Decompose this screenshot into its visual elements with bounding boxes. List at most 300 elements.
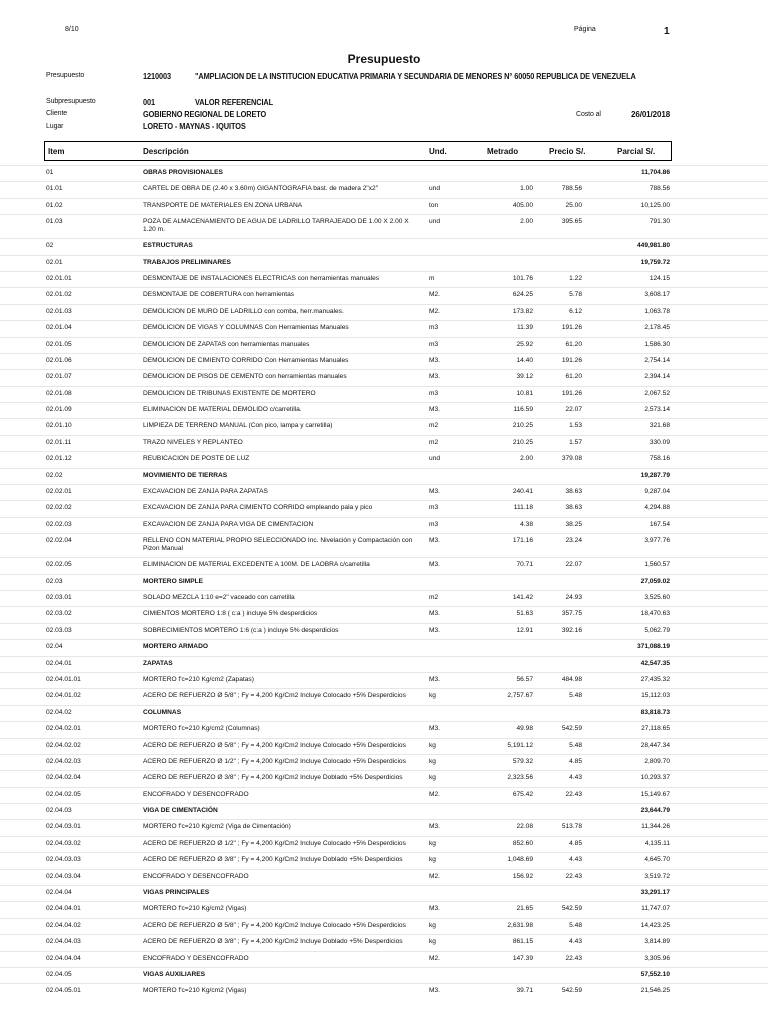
cell-description: REUBICACION DE POSTE DE LUZ (143, 455, 250, 463)
cell-metrado: 2.00 (520, 218, 533, 226)
cell-parcial: 11,747.07 (641, 905, 670, 913)
cell-item: 02.04.04.04 (46, 954, 81, 962)
cell-metrado: 852.60 (512, 839, 533, 847)
cell-parcial: 124.15 (649, 274, 670, 282)
cell-parcial: 321.68 (649, 422, 670, 430)
cell-description: ELIMINACION DE MATERIAL DEMOLIDO c/carretilla. (143, 406, 302, 414)
cell-precio: 542.59 (561, 987, 582, 995)
cell-item: 01.01 (46, 185, 63, 193)
cell-parcial: 14,423.25 (640, 921, 670, 929)
cell-item: 02.03.01 (46, 593, 72, 601)
column-header-metrado: Metrado (487, 147, 519, 156)
column-header-descripcion: Descripción (143, 147, 189, 156)
cell-parcial: 5,062.79 (644, 626, 670, 634)
cell-item: 02.04.03.04 (46, 872, 81, 880)
cell-description: EXCAVACION DE ZANJA PARA VIGA DE CIMENTACION (143, 520, 314, 528)
table-row (0, 533, 768, 557)
column-header-und: Und. (429, 147, 447, 156)
cell-metrado: 49.98 (516, 725, 533, 733)
cell-metrado: 240.41 (512, 488, 533, 496)
cell-parcial: 3,305.96 (644, 954, 670, 962)
cell-precio: 38.63 (565, 504, 582, 512)
cell-unit: kg (429, 757, 436, 765)
cell-metrado: 22.08 (516, 823, 533, 831)
table-row (0, 918, 768, 934)
table-row (0, 418, 768, 434)
subpresupuesto-code: 001 (143, 98, 156, 107)
cell-precio: 61.20 (565, 340, 582, 348)
cell-precio: 392.16 (561, 626, 582, 634)
cell-item: 02.04 (46, 643, 63, 651)
group-row (0, 656, 768, 672)
table-row (0, 754, 768, 770)
cell-unit: M2. (429, 790, 440, 798)
cell-metrado: 156.92 (512, 872, 533, 880)
cell-parcial: 11,344.26 (641, 823, 670, 831)
lugar-label: Lugar (46, 123, 64, 130)
cliente-label: Cliente (46, 110, 68, 117)
cell-description: RELLENO CON MATERIAL PROPIO SELECCIONADO Inc. Nivelación y Compactación con Pizon Manual (143, 537, 413, 553)
cell-unit: M3. (429, 987, 440, 995)
document-code: 8/10 (65, 26, 79, 33)
cell-precio: 1.53 (569, 422, 582, 430)
cell-parcial: 10,293.37 (640, 774, 670, 782)
cell-parcial: 15,112.03 (641, 692, 670, 700)
document-title: Presupuesto (347, 52, 421, 66)
cell-item: 02.01 (46, 258, 63, 266)
cell-description: DEMOLICION DE CIMIENTO CORRIDO Con Herramientas Manuales (143, 356, 349, 364)
cell-item: 02.04.02 (46, 708, 72, 716)
table-row (0, 557, 768, 573)
cell-description: VIGA DE CIMENTACIÓN (143, 807, 218, 815)
cell-item: 02.03 (46, 577, 63, 585)
cell-description: MORTERO f'c=210 Kg/cm2 (Viga de Cimentación) (143, 823, 291, 831)
cell-unit: m (429, 274, 435, 282)
costo-label: Costo al (576, 111, 601, 118)
cell-unit: kg (429, 692, 436, 700)
table-row (0, 435, 768, 451)
cell-description: EXCAVACION DE ZANJA PARA ZAPATAS (143, 488, 268, 496)
cell-item: 02.03.02 (46, 610, 72, 618)
cell-precio: 4.85 (569, 757, 582, 765)
cell-precio: 5.78 (569, 291, 582, 299)
table-row (0, 721, 768, 737)
cell-metrado: 5,191.12 (507, 741, 533, 749)
cell-precio: 22.43 (565, 872, 582, 880)
cell-metrado: 116.59 (513, 406, 533, 414)
cell-description: MORTERO f'c=210 Kg/cm2 (Columnas) (143, 725, 260, 733)
cell-item: 02.01.11 (46, 438, 72, 446)
group-row (0, 255, 768, 271)
cell-parcial: 1,063.78 (644, 307, 670, 315)
table-row (0, 402, 768, 418)
cell-description: ESTRUCTURAS (143, 242, 193, 250)
cell-item: 02.04.02.03 (46, 757, 81, 765)
subpresupuesto-description: VALOR REFERENCIAL (195, 98, 274, 107)
table-row (0, 672, 768, 688)
cell-metrado: 11.39 (516, 324, 533, 332)
table-row (0, 951, 768, 967)
cell-parcial: 19,287.79 (640, 471, 670, 479)
cell-description: ACERO DE REFUERZO Ø 1/2" ; Fy = 4,200 Kg/Cm2 Incluye Colocado +5% Desperdicios (143, 839, 406, 847)
cell-precio: 22.43 (565, 790, 582, 798)
cell-description: ACERO DE REFUERZO Ø 1/2" ; Fy = 4,200 Kg/Cm2 Incluye Colocado +5% Desperdicios (143, 757, 406, 765)
cell-description: EXCAVACION DE ZANJA PARA CIMIENTO CORRIDO empleando pala y pico (143, 504, 373, 512)
cell-parcial: 3,977.76 (644, 537, 670, 545)
cell-metrado: 147.39 (512, 954, 533, 962)
table-row (0, 271, 768, 287)
cell-metrado: 171.16 (512, 537, 533, 545)
cell-precio: 6.12 (569, 307, 582, 315)
cell-item: 02.04.02.01 (46, 725, 81, 733)
cell-description: MOVIMIENTO DE TIERRAS (143, 471, 228, 479)
cell-precio: 788.56 (561, 185, 582, 193)
cell-unit: m3 (429, 504, 439, 512)
cell-parcial: 33,291.17 (640, 889, 670, 897)
table-row (0, 517, 768, 533)
table-row (0, 198, 768, 214)
cell-metrado: 4.38 (520, 520, 533, 528)
costo-date: 26/01/2018 (631, 110, 671, 119)
cell-parcial: 449,981.80 (636, 242, 670, 250)
cell-description: TRANSPORTE DE MATERIALES EN ZONA URBANA (143, 201, 303, 209)
cell-precio: 484.98 (561, 675, 582, 683)
cell-unit: kg (429, 921, 436, 929)
cell-parcial: 788.56 (649, 185, 670, 193)
cell-metrado: 56.57 (516, 675, 533, 683)
table-row (0, 500, 768, 516)
cell-unit: M3. (429, 675, 440, 683)
group-row (0, 705, 768, 721)
cell-description: ENCOFRADO Y DESENCOFRADO (143, 872, 249, 880)
cell-parcial: 2,067.52 (644, 389, 670, 397)
cell-metrado: 624.25 (512, 291, 533, 299)
cell-unit: M3. (429, 373, 440, 381)
table-row (0, 181, 768, 197)
cell-unit: M3. (429, 561, 440, 569)
cell-parcial: 27,059.02 (640, 577, 670, 585)
cell-parcial: 3,608.17 (644, 291, 670, 299)
cell-item: 02.01.03 (46, 307, 72, 315)
cell-item: 02.01.10 (46, 422, 72, 430)
cell-description: ACERO DE REFUERZO Ø 5/8" ; Fy = 4,200 Kg/Cm2 Incluye Colocado +5% Desperdicios (143, 921, 406, 929)
cell-parcial: 758.16 (649, 455, 670, 463)
table-row (0, 983, 768, 999)
cell-precio: 5.48 (569, 921, 582, 929)
cell-item: 02.01.08 (46, 389, 72, 397)
cell-description: VIGAS PRINCIPALES (143, 889, 210, 897)
cell-description: DEMOLICION DE PISOS DE CEMENTO con herramientas manuales (143, 373, 347, 381)
cell-item: 02.03.03 (46, 626, 72, 634)
cell-item: 02.01.01 (46, 274, 72, 282)
group-row (0, 238, 768, 254)
cell-unit: m2 (429, 593, 439, 601)
table-row (0, 320, 768, 336)
cell-metrado: 25.92 (516, 340, 533, 348)
cell-item: 02.02.01 (46, 488, 72, 496)
cell-parcial: 18,470.63 (640, 610, 670, 618)
table-row (0, 901, 768, 917)
cell-description: ACERO DE REFUERZO Ø 3/8" ; Fy = 4,200 Kg/Cm2 Incluye Doblado +5% Desperdicios (143, 938, 403, 946)
cell-description: VIGAS AUXILIARES (143, 970, 206, 978)
budget-table-body (0, 165, 768, 1000)
cell-parcial: 3,814.89 (644, 938, 670, 946)
table-row (0, 287, 768, 303)
table-row (0, 738, 768, 754)
cell-description: POZA DE ALMACENAMIENTO DE AGUA DE LADRILLO TARRAJEADO DE 1.00 X 2.00 X 1.20 m. (143, 218, 409, 234)
cell-description: MORTERO f'c=210 Kg/cm2 (Vigas) (143, 987, 247, 995)
cell-item: 02.01.05 (46, 340, 72, 348)
cell-description: COLUMNAS (143, 708, 182, 716)
cell-precio: 25.00 (565, 201, 582, 209)
column-header-parcial: Parcial S/. (617, 147, 656, 156)
cell-parcial: 15,149.67 (640, 790, 670, 798)
cell-precio: 38.25 (565, 520, 582, 528)
cell-parcial: 371,088.19 (636, 643, 670, 651)
cell-unit: kg (429, 774, 436, 782)
cell-item: 01.02 (46, 201, 63, 209)
subpresupuesto-label: Subpresupuesto (46, 98, 96, 105)
cell-description: ACERO DE REFUERZO Ø 5/8" ; Fy = 4,200 Kg/Cm2 Incluye Colocado +5% Desperdicios (143, 692, 406, 700)
cell-item: 02.01.09 (46, 406, 72, 414)
cell-parcial: 57,552.10 (640, 970, 670, 978)
table-header (44, 141, 672, 161)
cell-parcial: 11,704.86 (641, 169, 670, 176)
cell-item: 02.04.02.05 (46, 790, 81, 798)
cell-description: MORTERO f'c=210 Kg/cm2 (Vigas) (143, 905, 247, 913)
cell-precio: 61.20 (565, 373, 582, 381)
cell-description: SOBRECIMIENTOS MORTERO 1:6 (c:a ) incluye 5% desperdicios (143, 626, 339, 634)
cell-metrado: 2,323.56 (507, 774, 533, 782)
cell-precio: 22.07 (565, 561, 582, 569)
cell-unit: m3 (429, 324, 439, 332)
cell-parcial: 2,754.14 (644, 356, 670, 364)
cell-unit: M2. (429, 291, 440, 299)
cell-precio: 5.48 (569, 741, 582, 749)
cell-precio: 4.85 (569, 839, 582, 847)
cell-metrado: 675.42 (512, 790, 533, 798)
cell-description: CARTEL DE OBRA DE (2.40 x 3.60m) GIGANTOGRAFIA bast. de madera 2"x2" (143, 185, 379, 193)
cell-description: LIMPIEZA DE TERRENO MANUAL (Con pico, lampa y carretilla) (143, 422, 333, 430)
cell-item: 02.04.01.01 (46, 675, 81, 683)
cell-item: 01 (46, 169, 54, 176)
group-row (0, 885, 768, 901)
cell-parcial: 1,560.57 (644, 561, 670, 569)
cell-metrado: 579.32 (512, 757, 533, 765)
cell-item: 02.01.04 (46, 324, 72, 332)
cell-unit: M2. (429, 872, 440, 880)
cell-parcial: 4,294.88 (644, 504, 670, 512)
cell-description: ELIMINACION DE MATERIAL EXCEDENTE A 100M. DE LAOBRA c/carretilla (143, 561, 370, 569)
table-row (0, 852, 768, 868)
cell-metrado: 1,048.69 (507, 856, 533, 864)
cell-precio: 24.93 (565, 593, 582, 601)
cell-unit: M3. (429, 823, 440, 831)
cell-description: ENCOFRADO Y DESENCOFRADO (143, 790, 249, 798)
cell-precio: 1.22 (569, 274, 582, 282)
cell-description: ENCOFRADO Y DESENCOFRADO (143, 954, 249, 962)
cell-parcial: 3,519.72 (644, 872, 670, 880)
cell-parcial: 21,546.25 (640, 987, 670, 995)
table-row (0, 451, 768, 467)
presupuesto-code: 1210003 (143, 72, 172, 81)
cell-description: MORTERO f'c=210 Kg/cm2 (Zapatas) (143, 675, 254, 683)
cell-item: 02.04.03 (46, 807, 72, 815)
cell-item: 02.01.07 (46, 373, 72, 381)
cell-unit: m3 (429, 340, 439, 348)
cell-unit: M2. (429, 307, 440, 315)
cell-parcial: 1,586.30 (644, 340, 670, 348)
cell-description: ZAPATAS (143, 659, 173, 667)
cell-description: SOLADO MEZCLA 1:10 e=2" vaceado con carretilla (143, 593, 295, 601)
cell-parcial: 42,547.35 (640, 659, 670, 667)
cell-parcial: 23,644.79 (640, 807, 670, 815)
cell-description: DEMOLICION DE ZAPATAS con herramientas manuales (143, 340, 310, 348)
cell-parcial: 10,125.00 (640, 201, 670, 209)
cell-precio: 4.43 (569, 856, 582, 864)
group-row (0, 803, 768, 819)
cell-parcial: 4,645.70 (644, 856, 670, 864)
table-row (0, 869, 768, 885)
cell-item: 02 (46, 242, 54, 250)
cell-precio: 4.43 (569, 938, 582, 946)
table-row (0, 606, 768, 622)
cell-item: 02.04.01 (46, 659, 72, 667)
table-row (0, 590, 768, 606)
page-number: 1 (664, 26, 670, 37)
cell-item: 01.03 (46, 218, 63, 226)
cell-item: 02.01.02 (46, 291, 72, 299)
cell-metrado: 14.40 (516, 356, 533, 364)
table-row (0, 369, 768, 385)
cell-unit: M3. (429, 356, 440, 364)
cell-metrado: 51.63 (516, 610, 533, 618)
cell-item: 02.02 (46, 471, 63, 479)
cell-unit: und (429, 218, 441, 226)
cell-item: 02.02.02 (46, 504, 72, 512)
cell-item: 02.02.05 (46, 561, 72, 569)
cell-parcial: 27,435.32 (640, 675, 670, 683)
cell-parcial: 27,118.65 (641, 725, 670, 733)
cell-unit: M3. (429, 537, 440, 545)
cell-parcial: 28,447.34 (640, 741, 670, 749)
table-row (0, 787, 768, 803)
cell-unit: ton (429, 201, 439, 209)
cell-metrado: 12.91 (516, 626, 533, 634)
cell-unit: M3. (429, 905, 440, 913)
cell-metrado: 2.00 (520, 455, 533, 463)
cell-item: 02.04.02.02 (46, 741, 81, 749)
cell-metrado: 173.82 (512, 307, 533, 315)
table-row (0, 484, 768, 500)
cell-item: 02.04.04.02 (46, 921, 81, 929)
cell-precio: 191.26 (561, 389, 582, 397)
cell-unit: kg (429, 856, 436, 864)
cell-item: 02.04.04 (46, 889, 72, 897)
cliente-value: GOBIERNO REGIONAL DE LORETO (143, 110, 267, 119)
table-row (0, 353, 768, 369)
cell-metrado: 141.42 (512, 593, 533, 601)
cell-description: DEMOLICION DE VIGAS Y COLUMNAS Con Herramientas Manuales (143, 324, 349, 332)
cell-item: 02.04.05.01 (46, 987, 81, 995)
cell-parcial: 83,818.73 (640, 708, 670, 716)
cell-metrado: 2,757.67 (507, 692, 533, 700)
cell-unit: und (429, 185, 441, 193)
cell-description: DEMOLICION DE MURO DE LADRILLO con comba, herr.manuales. (143, 307, 344, 315)
cell-metrado: 210.25 (512, 438, 533, 446)
cell-metrado: 1.00 (520, 185, 533, 193)
cell-description: ACERO DE REFUERZO Ø 3/8" ; Fy = 4,200 Kg/Cm2 Incluye Doblado +5% Desperdicios (143, 856, 403, 864)
cell-precio: 38.63 (565, 488, 582, 496)
cell-description: DESMONTAJE DE INSTALACIONES ELECTRICAS con herramientas manuales (143, 274, 380, 282)
cell-item: 02.04.03.03 (46, 856, 81, 864)
cell-parcial: 3,525.60 (644, 593, 670, 601)
table-row (0, 214, 768, 238)
page-label: Página (574, 26, 596, 33)
cell-unit: und (429, 455, 441, 463)
cell-metrado: 2,631.98 (507, 921, 533, 929)
cell-parcial: 2,394.14 (644, 373, 670, 381)
table-row (0, 770, 768, 786)
cell-parcial: 19,759.72 (640, 258, 670, 266)
cell-unit: m2 (429, 438, 439, 446)
cell-item: 02.02.03 (46, 520, 72, 528)
cell-precio: 22.07 (565, 406, 582, 414)
lugar-value: LORETO - MAYNAS - IQUITOS (143, 122, 246, 131)
cell-parcial: 167.54 (649, 520, 670, 528)
cell-metrado: 39.12 (516, 373, 533, 381)
cell-parcial: 9,287.04 (644, 488, 670, 496)
cell-description: CIMIENTOS MORTERO 1:8 ( c:a ) incluye 5% desperdicios (143, 610, 318, 618)
cell-parcial: 2,178.45 (644, 324, 670, 332)
cell-unit: kg (429, 938, 436, 946)
table-row (0, 304, 768, 320)
cell-precio: 357.75 (561, 610, 582, 618)
cell-precio: 1.57 (569, 438, 582, 446)
cell-precio: 4.43 (569, 774, 582, 782)
cell-precio: 395.65 (561, 218, 582, 226)
cell-precio: 22.43 (565, 954, 582, 962)
cell-unit: M3. (429, 725, 440, 733)
column-header-precio: Precio S/. (549, 147, 586, 156)
table-row (0, 623, 768, 639)
cell-metrado: 10.81 (516, 389, 533, 397)
table-row (0, 386, 768, 402)
table-row (0, 836, 768, 852)
cell-item: 02.04.04.01 (46, 905, 81, 913)
cell-parcial: 330.09 (649, 438, 670, 446)
cell-description: ACERO DE REFUERZO Ø 3/8" ; Fy = 4,200 Kg/Cm2 Incluye Doblado +5% Desperdicios (143, 774, 403, 782)
cell-item: 02.01.06 (46, 356, 72, 364)
cell-item: 02.01.12 (46, 455, 72, 463)
cell-unit: m3 (429, 520, 439, 528)
cell-precio: 191.26 (561, 356, 582, 364)
cell-metrado: 861.15 (512, 938, 533, 946)
cell-item: 02.04.01.02 (46, 692, 81, 700)
cell-unit: kg (429, 741, 436, 749)
cell-unit: M3. (429, 406, 440, 414)
cell-metrado: 101.76 (512, 274, 533, 282)
cell-unit: kg (429, 839, 436, 847)
group-row (0, 967, 768, 983)
cell-metrado: 210.25 (512, 422, 533, 430)
cell-description: DESMONTAJE DE COBERTURA con herramientas (143, 291, 295, 299)
cell-unit: M2. (429, 954, 440, 962)
cell-metrado: 70.71 (516, 561, 533, 569)
cell-precio: 379.08 (561, 455, 582, 463)
cell-description: MORTERO SIMPLE (143, 577, 204, 585)
group-row (0, 574, 768, 590)
